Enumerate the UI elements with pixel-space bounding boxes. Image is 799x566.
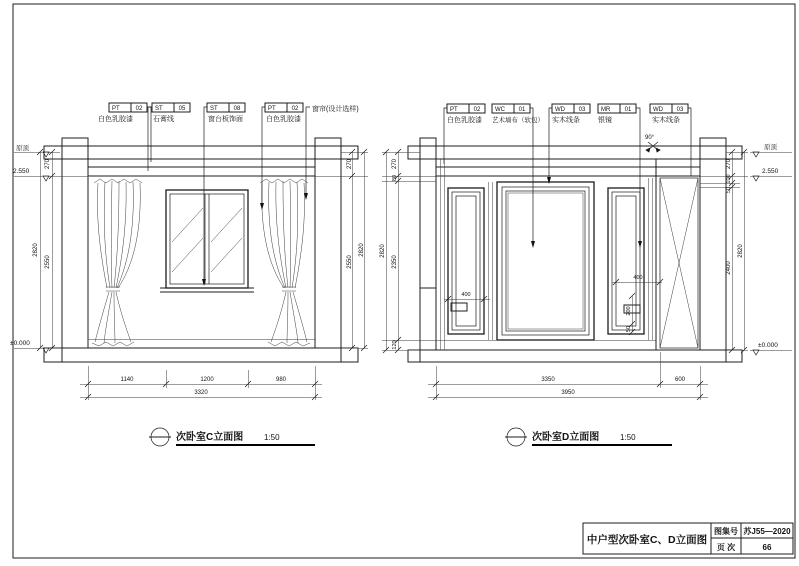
c-dimensions-right	[315, 149, 368, 351]
d-detail-dims	[444, 275, 663, 335]
curtain-left	[92, 179, 142, 346]
level-mark-triangle	[753, 176, 759, 181]
sheet-title: 中户型次卧室C、D立面图	[586, 534, 708, 546]
leader-arrow	[202, 279, 206, 286]
tag-number: 08	[233, 106, 241, 112]
tag-code: PT	[450, 107, 458, 113]
dim-1140: 1140	[120, 377, 134, 383]
tag-code: PT	[112, 106, 120, 112]
tag-number: 02	[473, 107, 481, 113]
dim-270: 270	[347, 158, 353, 170]
c-title	[149, 428, 315, 446]
tag-desc: 石膏线	[153, 116, 174, 123]
c-window	[160, 190, 254, 292]
dim-2820: 2820	[380, 244, 386, 258]
level-mark-triangle	[753, 350, 759, 355]
angle-note	[645, 135, 660, 152]
detail-ref-box	[451, 303, 467, 311]
sheet-border	[13, 4, 795, 558]
curtain-right	[260, 179, 310, 346]
c-title-scale: 1:50	[264, 433, 280, 442]
c-title-text: 次卧室C立面图	[176, 432, 244, 443]
dim-200: 200	[626, 306, 632, 316]
leader-arrow	[531, 241, 535, 248]
dim-980: 980	[275, 377, 287, 383]
tag-code: WD	[555, 107, 565, 113]
dim-total-3320: 3320	[194, 390, 208, 396]
d-wall-structure	[408, 138, 742, 362]
dim-2550: 2550	[347, 255, 353, 269]
tag-number: 03	[676, 107, 684, 113]
tag-desc: 艺术墙布（软包）	[492, 117, 544, 124]
tag-code: ST	[210, 106, 218, 112]
ceiling-symbol	[646, 142, 660, 152]
elevation-c	[10, 103, 368, 446]
tag-desc: 白色乳胶漆	[98, 116, 133, 123]
dim-80: 80	[392, 174, 398, 182]
dim-270: 270	[392, 158, 398, 170]
dim-400: 400	[461, 292, 471, 298]
tag-code: WC	[495, 107, 505, 113]
c-wall-structure	[44, 138, 358, 362]
c-dimensions-left	[10, 143, 90, 353]
material-tag	[444, 104, 485, 164]
atlas-no-label: 图集号	[714, 527, 738, 536]
tag-desc: 实木线条	[552, 117, 580, 124]
d-dimensions-left	[380, 149, 436, 353]
title-block	[583, 523, 793, 554]
tag-code: ST	[155, 106, 163, 112]
c-material-tags	[98, 103, 359, 286]
atlas-no-value: 苏J55—2020	[743, 527, 791, 536]
material-tag	[148, 103, 190, 171]
d-dimensions-right	[700, 142, 792, 355]
tag-code: PT	[268, 106, 276, 112]
material-tag	[98, 103, 151, 162]
d-title	[505, 428, 672, 446]
dim-400: 400	[633, 275, 643, 281]
d-door	[656, 159, 698, 350]
tag-number: 01	[624, 107, 632, 113]
level-top-label: 原顶	[16, 145, 29, 152]
level-top-label: 原顶	[764, 144, 777, 151]
dim-3350: 3350	[541, 377, 555, 383]
dim-270: 270	[45, 158, 51, 170]
c-dimensions-bottom	[80, 366, 322, 400]
page-label: 页 次	[716, 543, 736, 552]
dim-600: 600	[674, 377, 686, 383]
level-floor-value: ±0.000	[10, 340, 30, 347]
material-tag	[260, 103, 303, 210]
d-dimensions-bottom	[428, 352, 708, 400]
d-left-mirror	[448, 188, 484, 334]
tag-desc: 窗台板饰面	[208, 116, 243, 123]
leader-arrow	[260, 203, 264, 210]
dim-120: 120	[392, 340, 398, 350]
dim-2550: 2550	[45, 255, 51, 269]
level-floor-value: ±0.000	[758, 342, 778, 349]
tag-code: MR	[601, 107, 611, 113]
dim-ticks	[37, 149, 55, 351]
dim-2820: 2820	[738, 244, 744, 258]
page-value: 66	[762, 543, 772, 552]
tag-number: 02	[135, 106, 143, 112]
dim-270: 270	[726, 158, 732, 170]
level-mark-triangle	[43, 176, 49, 181]
level-ceiling-value: 2.550	[13, 168, 30, 175]
level-mark-triangle	[753, 152, 759, 157]
dim-total-3950: 3950	[561, 390, 575, 396]
dim-50: 50	[726, 186, 732, 194]
c-window-glass-marks	[172, 208, 242, 272]
curtain-note-text: 窗帘(设计选样)	[312, 106, 359, 113]
d-soft-panel	[497, 182, 594, 340]
tag-code: WD	[653, 107, 663, 113]
material-tag	[547, 104, 590, 184]
elevation-d	[380, 104, 792, 446]
tag-number: 02	[291, 106, 299, 112]
level-ceiling-value: 2.550	[762, 168, 779, 175]
dim-100: 100	[726, 174, 732, 184]
tag-desc: 银镜	[598, 117, 612, 124]
dim-1200: 1200	[200, 377, 214, 383]
angle-note-text: 90°	[645, 135, 655, 141]
d-title-scale: 1:50	[620, 433, 636, 442]
dim-2400: 2400	[726, 261, 732, 275]
dim-2820: 2820	[359, 243, 365, 257]
tag-desc: 白色乳胶漆	[447, 117, 482, 124]
leader-arrow	[547, 177, 551, 184]
d-title-text: 次卧室D立面图	[532, 432, 600, 443]
dim-2350: 2350	[392, 255, 398, 269]
dim-50: 50	[626, 325, 632, 333]
tag-desc: 实木线条	[652, 117, 680, 124]
tag-desc: 白色乳胶漆	[266, 116, 301, 123]
tag-number: 03	[578, 107, 586, 113]
tag-number: 05	[178, 106, 186, 112]
d-wall-paneling	[448, 159, 698, 350]
c-curtains	[92, 179, 310, 346]
leader-arrow	[638, 241, 642, 248]
tag-number: 01	[518, 107, 526, 113]
dim-2820: 2820	[33, 243, 39, 257]
